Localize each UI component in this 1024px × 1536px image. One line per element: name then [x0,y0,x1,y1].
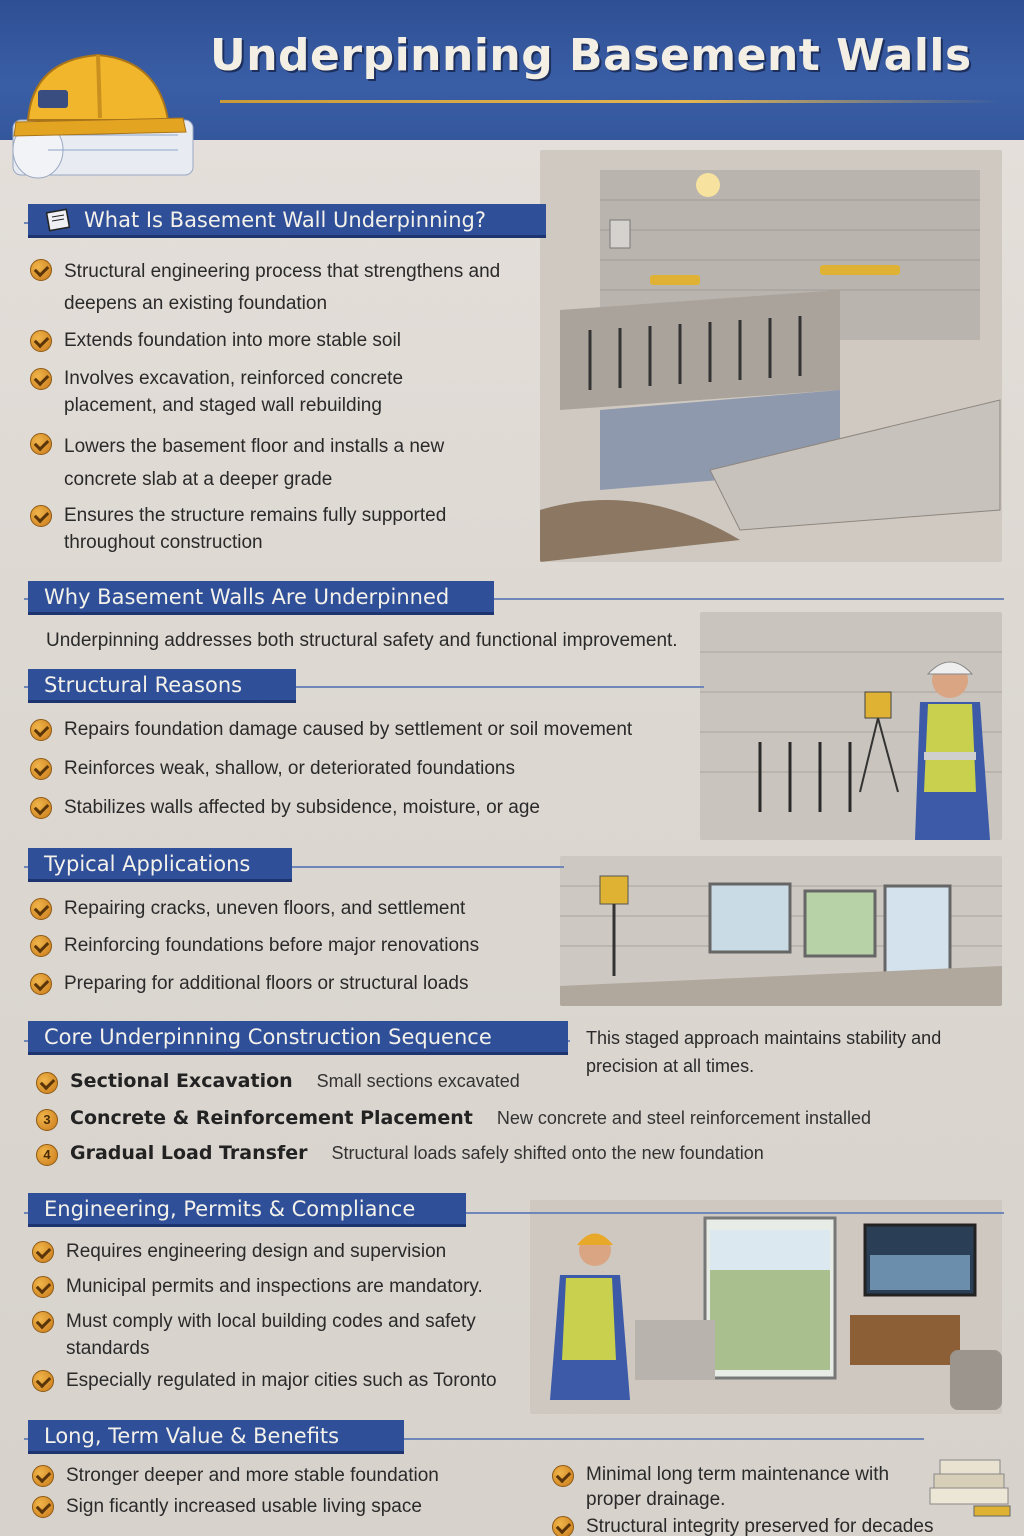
list-item [30,430,500,496]
list-item-text: Sign ficantly increased usable living space [66,1496,422,1517]
sequence-step [36,1068,596,1095]
checkmark-icon [30,758,52,780]
section-heading-engineering [28,1193,466,1227]
renovated-basement-illustration [560,856,1002,1006]
checkmark-icon [32,1311,54,1333]
list-item [32,1367,592,1394]
list-item [30,502,510,556]
checkmark-icon [36,1072,58,1094]
section-heading-benefits [28,1420,404,1454]
checkmark-icon [552,1465,574,1487]
list-item-text: Reinforcing foundations before major renovations [64,935,480,956]
section-heading-structural [28,669,296,703]
section-heading-why [28,581,494,615]
list-item [30,794,710,821]
hard-hat-and-blueprints-illustration [8,40,198,190]
list-item [30,365,500,419]
list-item [30,256,550,320]
list-item-text: Extends foundation into more stable soil [64,330,401,351]
sequence-step-title: Concrete & Reinforcement Placement [70,1107,473,1129]
list-item [32,1273,552,1300]
list-item-text: Structural integrity preserved for decades [586,1516,934,1536]
list-item [32,1308,502,1362]
list-item-text: Preparing for additional floors or structural loads [64,973,469,994]
checkmark-icon [30,898,52,920]
list-item-text: Minimal long term maintenance with proper drainage. [586,1464,890,1510]
list-item-text: Requires engineering design and supervision [66,1241,447,1262]
title-underline [220,100,1000,103]
checkmark-icon [30,935,52,957]
section-heading-text: Engineering, Permits & Compliance [44,1196,416,1221]
step-number-badge: 3 [36,1109,58,1131]
list-item-text: Must comply with local building codes and safety standards [66,1311,476,1359]
section-heading-applications [28,848,292,882]
step-number-badge: 4 [36,1144,58,1166]
checkmark-icon [32,1370,54,1392]
section-heading-sequence [28,1021,568,1055]
why-intro-text: Underpinning addresses both structural safety and functional improvement. [46,630,678,651]
list-item [32,1462,532,1489]
sequence-note-text: This staged approach maintains stability and precision at all times. [586,1028,942,1076]
list-item [32,1493,532,1520]
section-heading-text: What Is Basement Wall Underpinning? [84,207,486,232]
sequence-step-desc: Small sections excavated [316,1071,520,1091]
list-item-text: Stronger deeper and more stable foundation [66,1465,439,1486]
section-heading-text: Long, Term Value & Benefits [44,1423,340,1448]
list-item [30,970,560,997]
checkmark-icon [30,719,52,741]
checkmark-icon [30,259,52,281]
section-heading-text: Structural Reasons [44,672,243,697]
list-item [30,932,560,959]
sequence-step-desc: New concrete and steel reinforcement installed [496,1108,872,1128]
list-item [30,716,710,743]
list-item-text: Structural engineering process that strengthens and deepens an existing foundation [64,261,501,314]
list-item [32,1238,552,1265]
list-item [552,1513,992,1536]
list-item-text: Stabilizes walls affected by subsidence, moisture, or age [64,797,540,818]
checkmark-icon [32,1241,54,1263]
list-item-text: Especially regulated in major cities such as Toronto [66,1370,497,1391]
sequence-step-title: Gradual Load Transfer [70,1142,308,1164]
list-item-text: Lowers the basement floor and installs a new concrete slab at a deeper grade [64,436,445,490]
checkmark-icon [30,505,52,527]
checkmark-icon [30,368,52,390]
section-heading-what-is [28,204,546,238]
list-item [552,1462,912,1512]
list-item [30,327,550,354]
list-item [30,755,710,782]
list-item-text: Municipal permits and inspections are mandatory. [66,1276,483,1297]
sequence-step-desc: Structural loads safely shifted onto the new foundation [331,1143,764,1163]
sequence-step [36,1105,996,1132]
list-item-text: Repairs foundation damage caused by settlement or soil movement [64,719,633,740]
list-item [30,895,560,922]
document-icon [44,208,74,232]
checkmark-icon [30,973,52,995]
checkmark-icon [30,330,52,352]
list-item-text: Involves excavation, reinforced concrete placement, and staged wall rebuilding [64,368,404,416]
checkmark-icon [552,1516,574,1536]
page-title: Underpinning Basement Walls [210,30,972,81]
checkmark-icon [32,1465,54,1487]
checkmark-icon [32,1496,54,1518]
excavation-illustration [540,150,1002,562]
list-item-text: Repairing cracks, uneven floors, and settlement [64,898,466,919]
list-item-text: Ensures the structure remains fully supported throughout construction [64,505,447,553]
sequence-step [36,1140,996,1167]
finished-basement-living-room-illustration [530,1200,1002,1414]
list-item-text: Reinforces weak, shallow, or deteriorated foundations [64,758,515,779]
section-heading-text: Typical Applications [44,851,251,876]
section-heading-text: Why Basement Walls Are Underpinned [44,584,450,609]
sequence-step-title: Sectional Excavation [70,1070,293,1092]
checkmark-icon [32,1276,54,1298]
checkmark-icon [30,797,52,819]
section-heading-text: Core Underpinning Construction Sequence [44,1024,492,1049]
checkmark-icon [30,433,52,455]
